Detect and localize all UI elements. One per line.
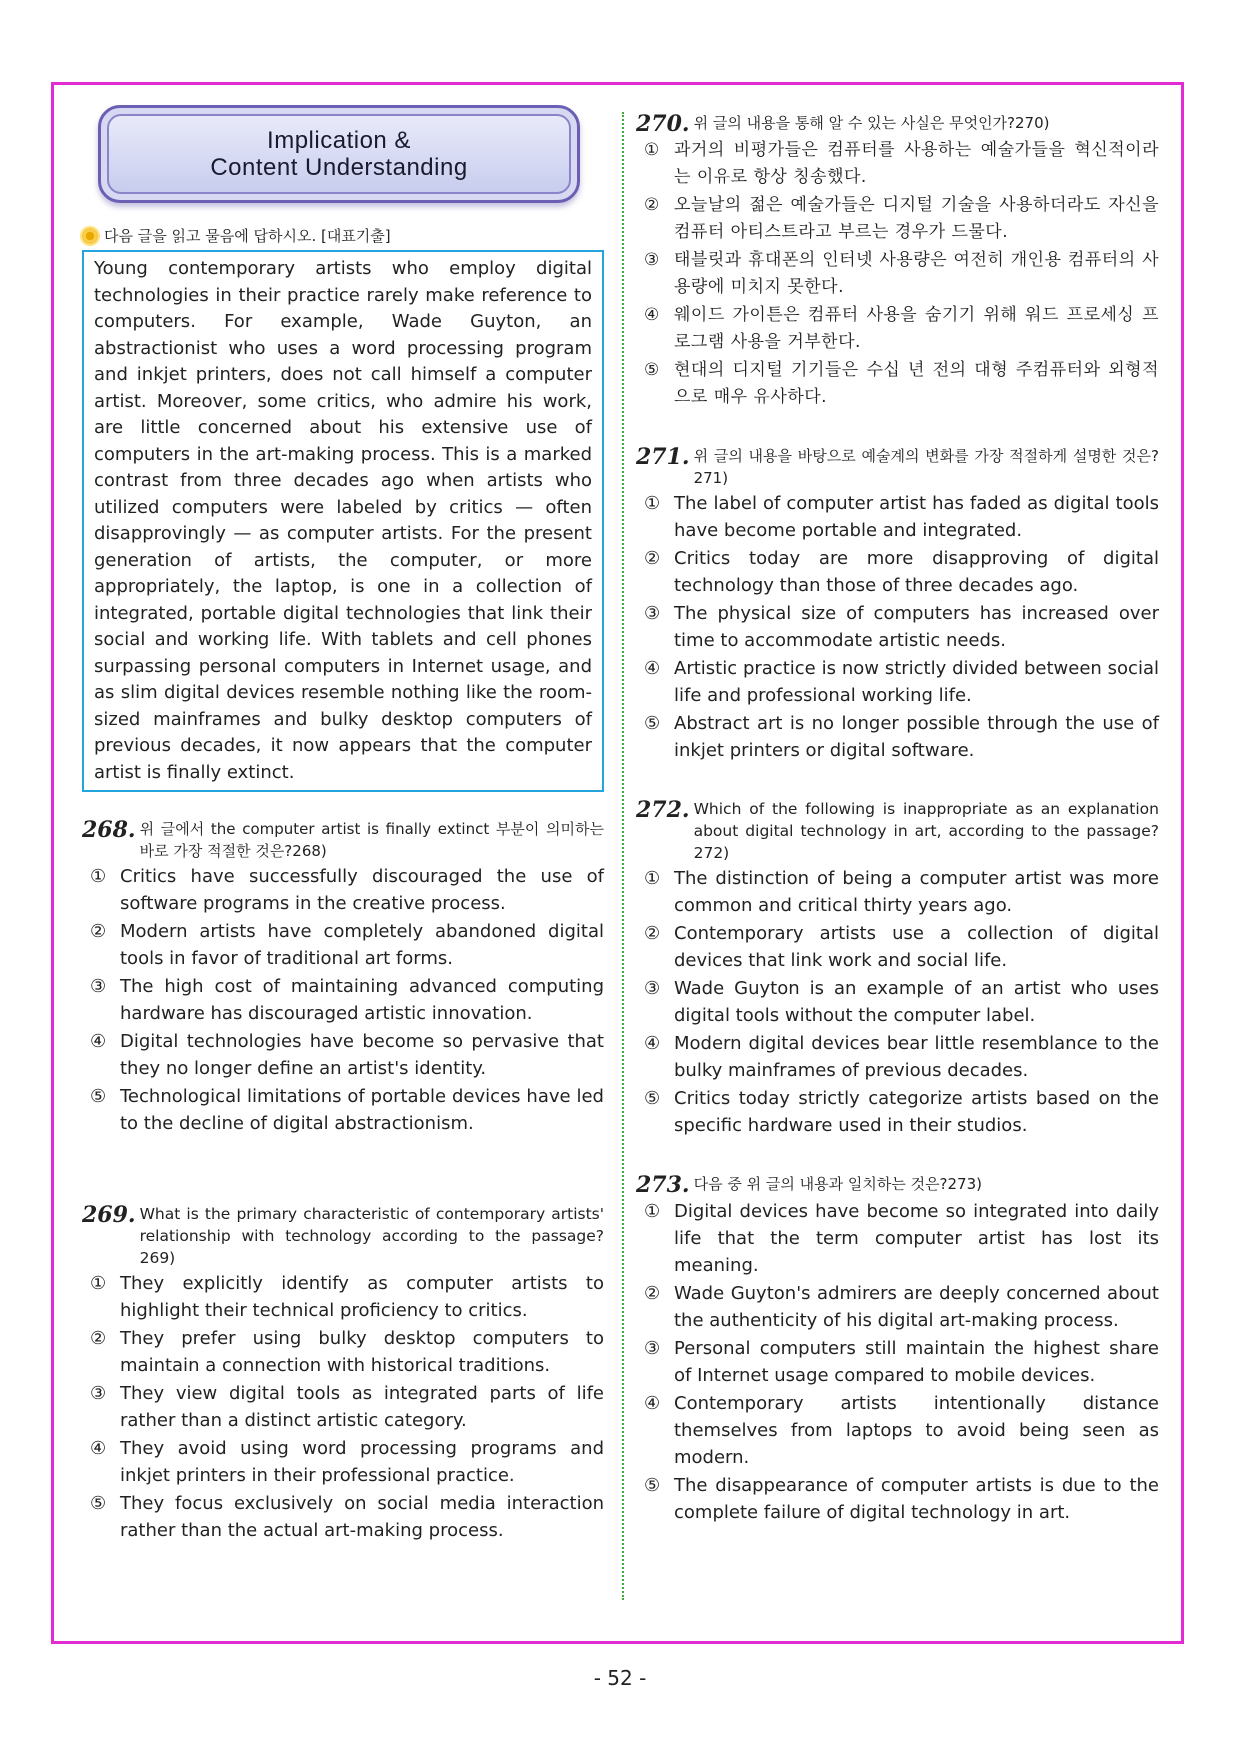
option[interactable] [636,1085,1159,1139]
section-title-line1: Implication & [267,127,411,154]
option-mark: ② [90,921,107,942]
reading-passage: Young contemporary artists who employ digital technologies in their practice rarely make reference to computers. For example, Wade Guyton, an abstractionist who uses a word processing program and inkjet printers, does not call himself a computer artist. Moreover, some critics, who admire his work, are little concerned about his extensive use of computers in the art-making process. This is a marked contrast from three decades ago when artists who utilized computers were labeled by critics — often disapprovingly — as computer artists. For the present generation of artists, the computer, or more appropriately, the laptop, is one in a collection of integrated, portable digital technologies that link their social and working life. With tablets and cell phones surpassing personal computers in Internet usage, and as slim digital devices resemble nothing like the room-sized mainframes and bulky desktop computers of previous decades, it now appears that the computer artist is finally extinct. [82,250,604,792]
option-mark: ⑤ [644,1475,661,1496]
option-mark: ④ [90,1031,107,1052]
option-mark: ① [644,140,660,160]
option-text: Critics today strictly categorize artists based on the specific hardware used in their studios. [674,1088,1159,1136]
option[interactable] [82,1325,604,1379]
option-mark: ① [644,1201,661,1222]
option-text: Contemporary artists intentionally distance themselves from laptops to avoid being seen as modern. [674,1393,1159,1468]
option[interactable] [636,975,1159,1029]
option-mark: ⑤ [644,1088,661,1109]
option-text: Personal computers still maintain the highest share of Internet usage compared to mobile devices. [674,1338,1159,1386]
option-text: Critics today are more disapproving of digital technology than those of three decades ago. [674,548,1159,596]
option[interactable] [82,973,604,1027]
option[interactable] [82,1435,604,1489]
section-title-box [98,105,580,203]
option-mark: ④ [644,1393,661,1414]
option[interactable] [636,1472,1159,1526]
question-272 [636,798,1159,1139]
option-mark: ③ [90,1383,107,1404]
instruction [82,225,604,246]
option-text: The physical size of computers has increased over time to accommodate artistic needs. [674,603,1159,651]
section-title-line2: Content Understanding [210,154,468,181]
question-text: 위 글의 내용을 바탕으로 예술계의 변화를 가장 적절하게 설명한 것은?271) [693,447,1159,487]
option-text: The distinction of being a computer artist was more common and critical thirty years ago. [674,868,1159,916]
option[interactable] [636,247,1159,301]
option[interactable] [636,192,1159,246]
option-mark: ② [644,195,660,215]
option-text: 웨이드 가이튼은 컴퓨터 사용을 숨기기 위해 워드 프로세싱 프로그램 사용을 거부한다. [674,305,1159,352]
option-mark: ⑤ [90,1493,107,1514]
option-text: 과거의 비평가들은 컴퓨터를 사용하는 예술가들을 혁신적이라는 이유로 항상 칭송했다. [674,140,1159,187]
option-mark: ② [644,1283,661,1304]
option-mark: ③ [90,976,107,997]
option-text: Modern digital devices bear little resemblance to the bulky mainframes of previous decades. [674,1033,1159,1081]
option-mark: ② [90,1328,107,1349]
option[interactable] [636,302,1159,356]
option-text: The high cost of maintaining advanced computing hardware has discouraged artistic innovation. [120,976,604,1024]
option-text: Abstract art is no longer possible through the use of inkjet printers or digital software. [674,713,1159,761]
option-text: Wade Guyton is an example of an artist who uses digital tools without the computer label. [674,978,1159,1026]
option[interactable] [636,1030,1159,1084]
option-text: The disappearance of computer artists is due to the complete failure of digital technology in art. [674,1475,1159,1523]
option[interactable] [636,137,1159,191]
question-number: 268. [82,817,136,843]
option-text: They prefer using bulky desktop computers to maintain a connection with historical traditions. [120,1328,604,1376]
option[interactable] [82,918,604,972]
option-mark: ⑤ [90,1086,107,1107]
option-mark: ① [90,866,107,887]
option-text: They avoid using word processing programs and inkjet printers in their professional practice. [120,1438,604,1486]
column-divider [622,112,624,1600]
question-269 [82,1203,604,1544]
question-number: 269. [82,1202,136,1228]
option[interactable] [636,357,1159,411]
option[interactable] [636,655,1159,709]
option-text: Critics have successfully discouraged the use of software programs in the creative process. [120,866,604,914]
option[interactable] [82,1028,604,1082]
question-text: What is the primary characteristic of contemporary artists' relationship with technology according to the passage?269) [139,1205,604,1267]
left-column [82,105,604,1544]
option[interactable] [82,1270,604,1324]
option-text: They explicitly identify as computer artists to highlight their technical proficiency to critics. [120,1273,604,1321]
option-text: Digital technologies have become so pervasive that they no longer define an artist's identity. [120,1031,604,1079]
option-text: 오늘날의 젊은 예술가들은 디지털 기술을 사용하더라도 자신을 컴퓨터 아티스트라고 부르는 경우가 드물다. [674,195,1159,242]
option-mark: ③ [644,250,660,270]
option-text: Digital devices have become so integrated into daily life that the term computer artist has lost its meaning. [674,1201,1159,1276]
option[interactable] [636,1280,1159,1334]
option[interactable] [636,545,1159,599]
option-text: Modern artists have completely abandoned digital tools in favor of traditional art forms. [120,921,604,969]
question-number: 271. [636,444,690,470]
option-mark: ⑤ [644,713,661,734]
option-text: Technological limitations of portable devices have led to the decline of digital abstractionism. [120,1086,604,1134]
question-text: 위 글에서 the computer artist is finally extinct 부분이 의미하는 바로 가장 적절한 것은?268) [139,820,604,860]
option-mark: ④ [644,1033,661,1054]
option-text: Wade Guyton's admirers are deeply concerned about the authenticity of his digital art-making process. [674,1283,1159,1331]
option-mark: ④ [644,305,660,325]
option-text: The label of computer artist has faded as digital tools have become portable and integrated. [674,493,1159,541]
option-mark: ③ [644,1338,661,1359]
option-mark: ④ [644,658,661,679]
option[interactable] [82,863,604,917]
page-number: - 52 - [593,1666,647,1690]
question-270 [636,112,1159,411]
option[interactable] [636,1335,1159,1389]
option-text: 태블릿과 휴대폰의 인터넷 사용량은 여전히 개인용 컴퓨터의 사용량에 미치지 못한다. [674,250,1159,297]
question-268 [82,818,604,1137]
option[interactable] [636,490,1159,544]
instruction-text: 다음 글을 읽고 물음에 답하시오. [대표기출] [104,227,391,245]
question-number: 270. [636,111,690,137]
option[interactable] [82,1490,604,1544]
question-271 [636,445,1159,764]
question-text: 다음 중 위 글의 내용과 일치하는 것은?273) [693,1175,982,1193]
option[interactable] [82,1380,604,1434]
option[interactable] [636,920,1159,974]
option[interactable] [636,600,1159,654]
option-mark: ① [90,1273,107,1294]
option-mark: ③ [644,978,661,999]
option-mark: ⑤ [644,360,660,380]
option[interactable] [636,710,1159,764]
option-text: They focus exclusively on social media interaction rather than the actual art-making process. [120,1493,604,1541]
section-title [107,114,571,194]
option[interactable] [636,1198,1159,1279]
option-mark: ① [644,493,661,514]
option[interactable] [82,1083,604,1137]
question-number: 272. [636,797,690,823]
option-mark: ③ [644,603,661,624]
question-273 [636,1173,1159,1526]
flower-icon [82,228,98,244]
question-number: 273. [636,1172,690,1198]
option-mark: ① [644,868,661,889]
option-mark: ④ [90,1438,107,1459]
option-text: Artistic practice is now strictly divided between social life and professional working life. [674,658,1159,706]
option[interactable] [636,865,1159,919]
option-text: Contemporary artists use a collection of digital devices that link work and social life. [674,923,1159,971]
option[interactable] [636,1390,1159,1471]
option-text: They view digital tools as integrated parts of life rather than a distinct artistic category. [120,1383,604,1431]
right-column [636,112,1159,1526]
option-text: 현대의 디지털 기기들은 수십 년 전의 대형 주컴퓨터와 외형적으로 매우 유사하다. [674,360,1159,407]
question-text: Which of the following is inappropriate as an explanation about digital technology in art, according to the passage?272) [693,800,1159,862]
option-mark: ② [644,548,661,569]
option-mark: ② [644,923,661,944]
question-text: 위 글의 내용을 통해 알 수 있는 사실은 무엇인가?270) [693,114,1050,132]
